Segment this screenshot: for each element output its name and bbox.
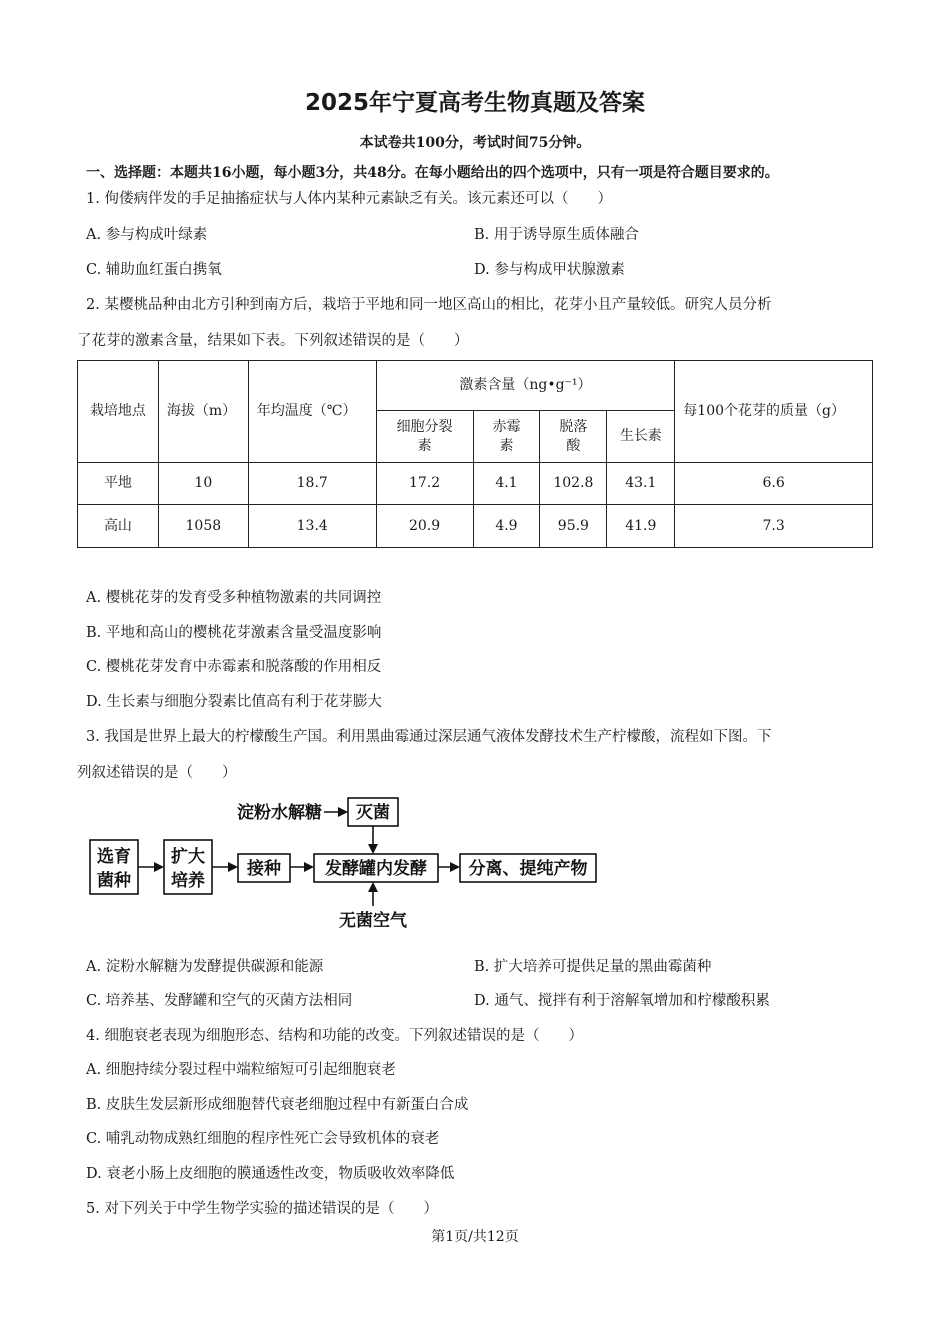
table-row: [78, 505, 873, 548]
q2-option-a: A. 樱桃花芽的发育受多种植物激素的共同调控: [86, 590, 382, 606]
q3-option-c: C. 培养基、发酵罐和空气的灭菌方法相同: [86, 993, 353, 1009]
cell-abscisic-acid: 95.9: [540, 505, 607, 548]
q1-stem: 1. 佝偻病伴发的手足抽搐症状与人体内某种元素缺乏有关。该元素还可以（ ）: [86, 191, 612, 207]
cell-site: 平地: [78, 463, 159, 505]
header-temperature: 年均温度（℃）: [248, 361, 376, 463]
page-number: 第1页/共12页: [431, 1229, 519, 1245]
q4-option-d: D. 衰老小肠上皮细胞的膜通透性改变，物质吸收效率降低: [86, 1166, 455, 1182]
hormone-table: [77, 360, 873, 548]
page-title: 2025年宁夏高考生物真题及答案: [304, 90, 645, 116]
header-site: 栽培地点: [78, 361, 159, 463]
q3-option-a: A. 淀粉水解糖为发酵提供碳源和能源: [86, 959, 324, 975]
cell-altitude: 1058: [158, 505, 248, 548]
cell-gibberellin: 4.9: [473, 505, 540, 548]
q1-option-c: C. 辅助血红蛋白携氧: [86, 262, 222, 278]
cell-altitude: 10: [158, 463, 248, 505]
cell-gibberellin: 4.1: [473, 463, 540, 505]
q2-option-b: B. 平地和高山的樱桃花芽激素含量受温度影响: [86, 625, 382, 641]
citric-acid-flowchart: [84, 790, 604, 940]
q3-stem-line2: 列叙述错误的是（ ）: [77, 765, 237, 781]
cell-bud-mass: 7.3: [675, 505, 873, 548]
q1-option-a: A. 参与构成叶绿素: [86, 227, 208, 243]
flow-ferment: 发酵罐内发酵: [325, 859, 427, 879]
flow-separate: 分离、提纯产物: [468, 859, 588, 879]
cell-temperature: 13.4: [248, 505, 376, 548]
q2-option-c: C. 樱桃花芽发育中赤霉素和脱落酸的作用相反: [86, 659, 382, 675]
q1-option-b: B. 用于诱导原生质体融合: [474, 227, 639, 243]
flow-expand-line1: 扩大: [171, 847, 205, 867]
header-cytokinin: 细胞分裂素: [376, 411, 473, 463]
flow-air: 无菌空气: [339, 911, 407, 931]
cell-auxin: 41.9: [607, 505, 675, 548]
cell-abscisic-acid: 102.8: [540, 463, 607, 505]
q5-stem: 5. 对下列关于中学生物学实验的描述错误的是（ ）: [86, 1201, 438, 1217]
flow-inoculate: 接种: [247, 859, 281, 879]
q3-option-b: B. 扩大培养可提供足量的黑曲霉菌种: [474, 959, 712, 975]
cell-cytokinin: 17.2: [376, 463, 473, 505]
cell-auxin: 43.1: [607, 463, 675, 505]
q2-option-d: D. 生长素与细胞分裂素比值高有利于花芽膨大: [86, 694, 382, 710]
q2-stem-line1: 2. 某樱桃品种由北方引种到南方后，栽培于平地和同一地区高山的相比，花芽小且产量较低。研究人员分析: [86, 297, 772, 313]
cell-bud-mass: 6.6: [675, 463, 873, 505]
cell-site: 高山: [78, 505, 159, 548]
header-auxin: 生长素: [607, 411, 675, 463]
q4-option-b: B. 皮肤生发层新形成细胞替代衰老细胞过程中有新蛋白合成: [86, 1097, 469, 1113]
flow-select-line2: 菌种: [97, 871, 131, 891]
flow-select-line1: 选育: [97, 847, 131, 867]
q2-stem-line2: 了花芽的激素含量，结果如下表。下列叙述错误的是（ ）: [77, 333, 469, 349]
q4-option-a: A. 细胞持续分裂过程中端粒缩短可引起细胞衰老: [86, 1062, 396, 1078]
exam-info: 本试卷共100分，考试时间75分钟。: [359, 135, 591, 151]
table-row: [78, 463, 873, 505]
header-hormone: 激素含量（ng•g⁻¹）: [376, 361, 675, 411]
header-altitude: 海拔（m）: [158, 361, 248, 463]
header-gibberellin: 赤霉素: [473, 411, 540, 463]
q3-option-d: D. 通气、搅拌有利于溶解氧增加和柠檬酸积累: [474, 993, 770, 1009]
cell-cytokinin: 20.9: [376, 505, 473, 548]
header-abscisic-acid: 脱落酸: [540, 411, 607, 463]
q4-stem: 4. 细胞衰老表现为细胞形态、结构和功能的改变。下列叙述错误的是（ ）: [86, 1028, 583, 1044]
flow-sugar: 淀粉水解糖: [237, 803, 322, 823]
flow-sterilize: 灭菌: [356, 803, 390, 823]
section-heading: 一、选择题：本题共16小题，每小题3分，共48分。在每小题给出的四个选项中，只有一项是符合题目要求的。: [86, 165, 779, 181]
q3-stem-line1: 3. 我国是世界上最大的柠檬酸生产国。利用黑曲霉通过深层通气液体发酵技术生产柠檬酸，流程如下图。下: [86, 729, 772, 745]
q1-option-d: D. 参与构成甲状腺激素: [474, 262, 625, 278]
header-bud-mass: 每100个花芽的质量（g）: [675, 361, 873, 463]
q4-option-c: C. 哺乳动物成熟红细胞的程序性死亡会导致机体的衰老: [86, 1131, 440, 1147]
flow-expand-line2: 培养: [171, 871, 205, 891]
cell-temperature: 18.7: [248, 463, 376, 505]
